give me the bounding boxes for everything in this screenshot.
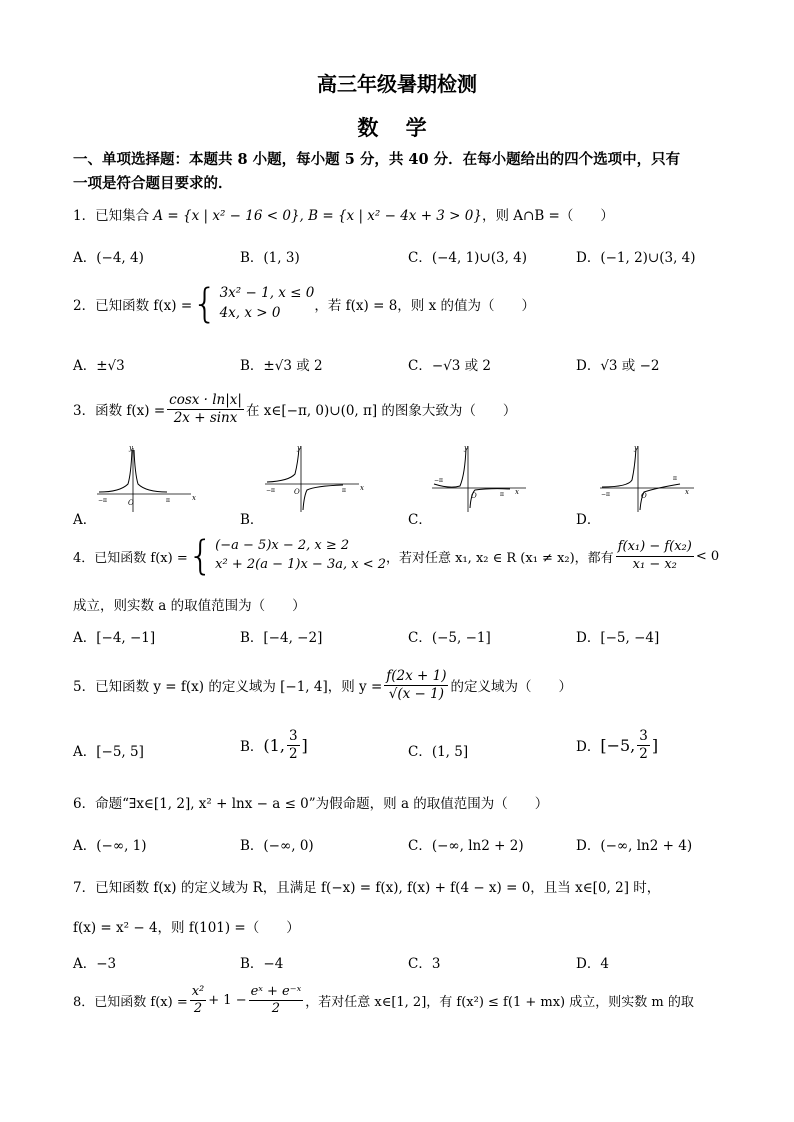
q6-option-a[interactable]: A．(−∞, 1) [73, 838, 147, 854]
q4-case1: (−a − 5)x − 2, x ≥ 2 [215, 538, 350, 554]
q3a-y-label: y [129, 444, 133, 452]
q3b-origin: O [294, 488, 300, 496]
q3c-x-label: x [515, 488, 519, 496]
q7-option-d[interactable]: D．4 [576, 956, 609, 972]
subject-title: 数 学 [357, 115, 437, 140]
q2-piecewise [192, 281, 315, 327]
q8-pre: 8．已知函数 f(x) = [73, 995, 188, 1011]
q6-option-c[interactable]: C．(−∞, ln2 + 2) [408, 838, 524, 854]
q4-option-d[interactable]: D．[−5, −4] [576, 630, 660, 646]
q3-graph-c[interactable] [430, 444, 530, 514]
q5-option-d[interactable] [576, 728, 658, 763]
q4-option-b[interactable]: B．[−4, −2] [240, 630, 323, 646]
q3-graph-d[interactable] [598, 444, 698, 514]
q3a-x-label: x [192, 494, 196, 502]
section-header-line2: 一项是符合题目要求的． [73, 175, 233, 192]
q5-option-d-label: D． [576, 739, 601, 756]
q3-graph-a[interactable] [95, 444, 195, 514]
q2-case1: 3x² − 1, x ≤ 0 [219, 285, 315, 302]
q2-option-b[interactable]: B．±√3 或 2 [240, 358, 323, 374]
q3-pre: 3．函数 f(x) = [73, 403, 166, 420]
q8-frac2-den: 2 [271, 1001, 281, 1017]
question-2 [73, 281, 535, 327]
q4-fraction-den: x₁ − x₂ [632, 556, 677, 572]
question-8 [73, 984, 694, 1018]
q4-option-c[interactable]: C．(−5, −1] [408, 630, 491, 646]
question-6: 6．命题“∃x∈[1, 2], x² + lnx − a ≤ 0”为假命题，则 a 的取值范围为（ ） [73, 796, 549, 812]
q5-fraction-num: f(2x + 1) [386, 668, 447, 684]
q3-option-b[interactable]: B． [240, 512, 264, 528]
q3d-pi: π [673, 475, 677, 482]
q3-fraction-num: cosx · ln|x| [169, 392, 242, 408]
q4-tail: < 0 [695, 548, 720, 564]
q6-option-d[interactable]: D．(−∞, ln2 + 4) [576, 838, 693, 854]
q1-option-a[interactable]: A．(−4, 4) [73, 250, 144, 266]
q3b-neg-pi: −π [266, 487, 275, 494]
q6-option-b[interactable]: B．(−∞, 0) [240, 838, 314, 854]
q1-option-d[interactable]: D．(−1, 2)∪(3, 4) [576, 250, 696, 266]
q8-post: ，若对任意 x∈[1, 2]，有 f(x²) ≤ f(1 + mx) 成立，则实数 m 的取 [305, 995, 694, 1011]
q5-option-d-left: [−5, [600, 735, 636, 755]
q1-option-c[interactable]: C．(−4, 1)∪(3, 4) [408, 250, 528, 266]
q2-option-d[interactable]: D．√3 或 −2 [576, 358, 660, 374]
section-header-line1: 一、单项选择题：本题共 8 小题，每小题 5 分，共 40 分．在每小题给出的四个选项中，只有 [73, 151, 681, 168]
q3d-origin: O [641, 492, 647, 500]
q2-pre: 2．已知函数 f(x) = [73, 298, 193, 314]
q5-option-d-right: ] [651, 735, 659, 755]
q7-option-c[interactable]: C．3 [408, 956, 441, 972]
q2-post: ，若 f(x) = 8，则 x 的值为（ ） [314, 298, 535, 314]
q4-pre: 4．已知函数 f(x) = [73, 550, 188, 566]
q5-option-b-right: ] [301, 735, 308, 755]
q3b-x-label: x [360, 484, 364, 492]
q8-frac1-num: x² [190, 984, 207, 1001]
question-1 [73, 204, 614, 224]
q1-pre: 1．已知集合 [73, 208, 154, 224]
q3d-y-label: y [634, 444, 638, 452]
q7-option-b[interactable]: B．−4 [240, 956, 284, 972]
q3-fraction-den: 2x + sinx [173, 409, 238, 426]
q5-option-b-label: B． [240, 739, 264, 756]
q3c-y-label: y [464, 444, 468, 452]
question-3 [73, 392, 516, 427]
q5-option-d-num: 3 [639, 728, 648, 744]
q3-post: 在 x∈[−π, 0)∪(0, π] 的图象大致为（ ） [245, 403, 517, 420]
q3c-origin: O [471, 492, 477, 500]
q5-option-b[interactable] [240, 728, 308, 763]
q3a-neg-pi: −π [98, 497, 107, 504]
question-4 [73, 533, 720, 579]
q1-post: ，则 A∩B =（ ） [481, 208, 614, 224]
q3a-origin: O [128, 499, 134, 507]
q3a-pi: π [166, 497, 170, 504]
q3b-pi: π [342, 487, 346, 494]
q5-option-b-left: (1, [263, 735, 285, 755]
q5-post: 的定义域为（ ） [450, 679, 572, 696]
q3-option-c[interactable]: C． [408, 512, 432, 528]
q3-option-d[interactable]: D． [576, 512, 601, 528]
question-5 [73, 668, 572, 703]
q3-graph-b[interactable] [263, 444, 363, 514]
q4-line2: 成立，则实数 a 的取值范围为（ ） [73, 598, 306, 614]
q2-case2: 4x, x > 0 [219, 305, 281, 321]
q4-option-a[interactable]: A．[−4, −1] [73, 630, 156, 646]
q7-option-a[interactable]: A．−3 [73, 956, 117, 972]
q5-option-b-num: 3 [288, 728, 298, 744]
q4-case2: x² + 2(a − 1)x − 3a, x < 2 [215, 557, 386, 572]
q3c-neg-pi: −π [434, 477, 443, 484]
question-7-line1: 7．已知函数 f(x) 的定义域为 R，且满足 f(−x) = f(x), f(x) + f(4 − x) = 0，且当 x∈[0, 2] 时， [73, 880, 661, 896]
q8-frac1-den: 2 [193, 1001, 203, 1017]
q2-option-c[interactable]: C．−√3 或 2 [408, 358, 492, 374]
question-7-line2: f(x) = x² − 4，则 f(101) =（ ） [73, 920, 300, 936]
q3d-neg-pi: −π [601, 491, 610, 498]
q4-brace: { [187, 533, 214, 579]
q5-fraction-den: √(x − 1) [388, 685, 444, 702]
q5-pre: 5．已知函数 y = f(x) 的定义域为 [−1, 4]，则 y = [73, 679, 383, 696]
q4-piecewise [187, 533, 386, 579]
q5-option-b-den: 2 [288, 745, 298, 762]
q3d-x-label: x [685, 488, 689, 496]
q4-fraction-num: f(x₁) − f(x₂) [616, 539, 694, 556]
q4-mid: ，若对任意 x₁, x₂ ∈ R (x₁ ≠ x₂)，都有 [386, 550, 614, 566]
q8-mid: + 1 − [208, 993, 247, 1009]
q2-brace: { [192, 281, 218, 327]
q1-set-b: , B = {x | x² − 4x + 3 > 0} [299, 208, 482, 224]
q8-frac2-num: eˣ + e⁻ˣ [249, 984, 304, 1001]
q5-option-d-den: 2 [639, 745, 648, 762]
exam-title: 高三年级暑期检测 [317, 72, 477, 96]
q1-set-a: A = {x | x² − 16 < 0} [153, 208, 300, 224]
q1-option-b[interactable]: B．(1, 3) [240, 250, 300, 266]
q3b-y-label: y [297, 444, 301, 452]
q2-option-a[interactable]: A．±√3 [73, 358, 125, 374]
q3c-pi: π [500, 491, 504, 498]
q5-option-a[interactable]: A．[−5, 5] [73, 744, 144, 760]
q3-option-a[interactable]: A． [73, 512, 97, 528]
q5-option-c[interactable]: C．(1, 5] [408, 744, 469, 760]
